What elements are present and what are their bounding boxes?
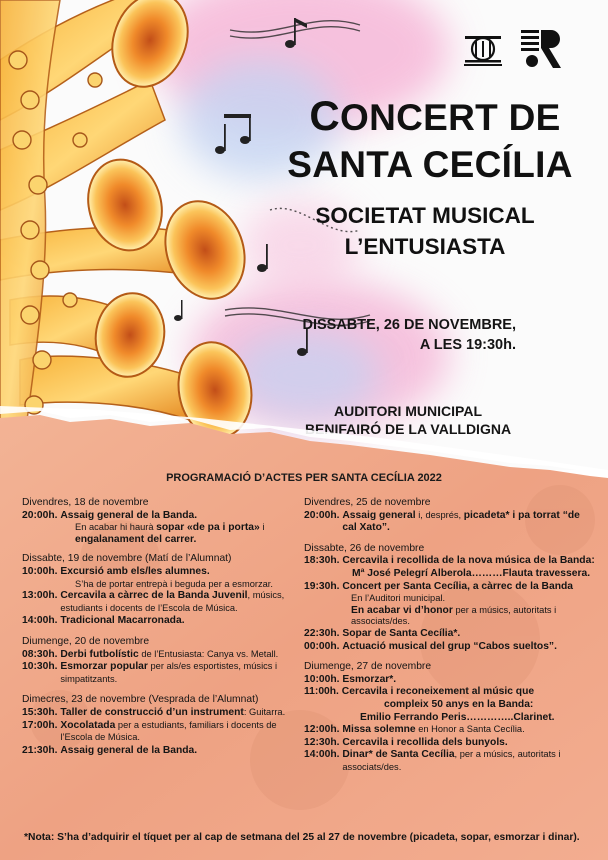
venue-line-2: BENIFAIRÓ DE LA VALLDIGNA <box>304 421 512 437</box>
date-line-2: A LES 19:30h. <box>419 337 516 353</box>
event-note: En acabar hi haurà sopar «de pa i porta» i engalanament del carrer. <box>75 522 265 545</box>
programme-left-column <box>22 497 302 757</box>
title-initial: C <box>309 92 341 139</box>
event: 15:30h. Taller de construcció d’un instrument: Guitarra. <box>22 706 286 718</box>
event-detail: Emilio Ferrando Peris…………..Clarinet. <box>360 711 555 723</box>
event-detail: Mª José Pelegrí Alberola………Flauta travessera. <box>352 567 591 579</box>
event: 08:30h. Derbi futbolístic de l’Entusiasta: Canya vs. Metall. <box>22 648 279 660</box>
day-heading: Diumenge, 27 de novembre <box>304 661 432 673</box>
day-heading: Dissabte, 19 de novembre (Matí de l’Alumnat) <box>22 553 232 565</box>
event: 10:00h. Excursió amb els/les alumnes. <box>22 565 210 577</box>
programme-right-column <box>304 497 596 774</box>
event-detail: compleix 50 anys en la Banda: <box>384 698 534 710</box>
event: 12:30h. Cercavila i recollida dels bunyols. <box>304 736 508 748</box>
event: 21:30h. Assaig general de la Banda. <box>22 744 198 756</box>
event: 20:00h. Assaig general de la Banda. <box>22 509 198 521</box>
day-heading: Divendres, 18 de novembre <box>22 497 149 508</box>
event: 13:00h. Cercavila a càrrec de la Banda Juvenil, músics, estudiants i docents de l’Escola de Música. <box>22 590 285 613</box>
event: 17:00h. Xocolatada per a estudiants, familiars i docents de l’Escola de Música. <box>22 719 277 743</box>
organisation-line-2: L’ENTUSIASTA <box>344 234 506 259</box>
day-heading: Diumenge, 20 de novembre <box>22 635 150 647</box>
title-line-2: SANTA CECÍLIA <box>287 144 573 185</box>
organisation-line-1: SOCIETAT MUSICAL <box>315 203 535 228</box>
event: 10:00h. Esmorzar*. <box>304 673 397 685</box>
venue-line-1: AUDITORI MUNICIPAL <box>333 403 483 419</box>
event: 00:00h. Actuació musical del grup “Cabos sueltos”. <box>304 640 557 652</box>
event: 12:00h. Missa solemne en Honor a Santa Cecília. <box>304 724 525 736</box>
event: 14:00h. Dinar* de Santa Cecília, per a músics, autoritats i associats/des. <box>304 749 561 772</box>
title-rest: ONCERT DE <box>340 97 561 138</box>
event: 19:30h. Concert per Santa Cecília, a càrrec de la Banda <box>304 580 574 592</box>
footnote: *Nota: S’ha d’adquirir el tíquet per al cap de setmana del 25 al 27 de novembre (picadeta, sopar, esmorzar i dinar). <box>24 832 580 843</box>
event: 14:00h. Tradicional Macarronada. <box>22 615 185 627</box>
day-heading: Divendres, 25 de novembre <box>304 497 431 508</box>
event: 18:30h. Cercavila i recollida de la nova música de la Banda: <box>304 555 595 567</box>
day-heading: Dissabte, 26 de novembre <box>304 542 425 554</box>
day-heading: Dimecres, 23 de novembre (Vesprada de l’Alumnat) <box>22 694 259 706</box>
event: 20:00h. Assaig general i, després, picadeta* i pa torrat “de cal Xato”. <box>304 509 580 534</box>
event: 10:30h. Esmorzar popular per als/es esportistes, músics i simpatitzants. <box>22 661 278 684</box>
programme-title: PROGRAMACIÓ D’ACTES PER SANTA CECÍLIA 2022 <box>166 472 442 484</box>
event-note: En acabar vi d’honor per a músics, autoritats i associats/des. <box>351 604 557 627</box>
date-line-1: DISSABTE, 26 DE NOVEMBRE, <box>302 317 516 333</box>
event-note: S’ha de portar entrepà i beguda per a esmorzar. <box>75 578 273 589</box>
event-note: En l’Auditori municipal. <box>351 593 446 604</box>
event: 11:00h. Cercavila i reconeixement al músic que <box>304 686 535 698</box>
event: 22:30h. Sopar de Santa Cecília*. <box>304 627 461 639</box>
